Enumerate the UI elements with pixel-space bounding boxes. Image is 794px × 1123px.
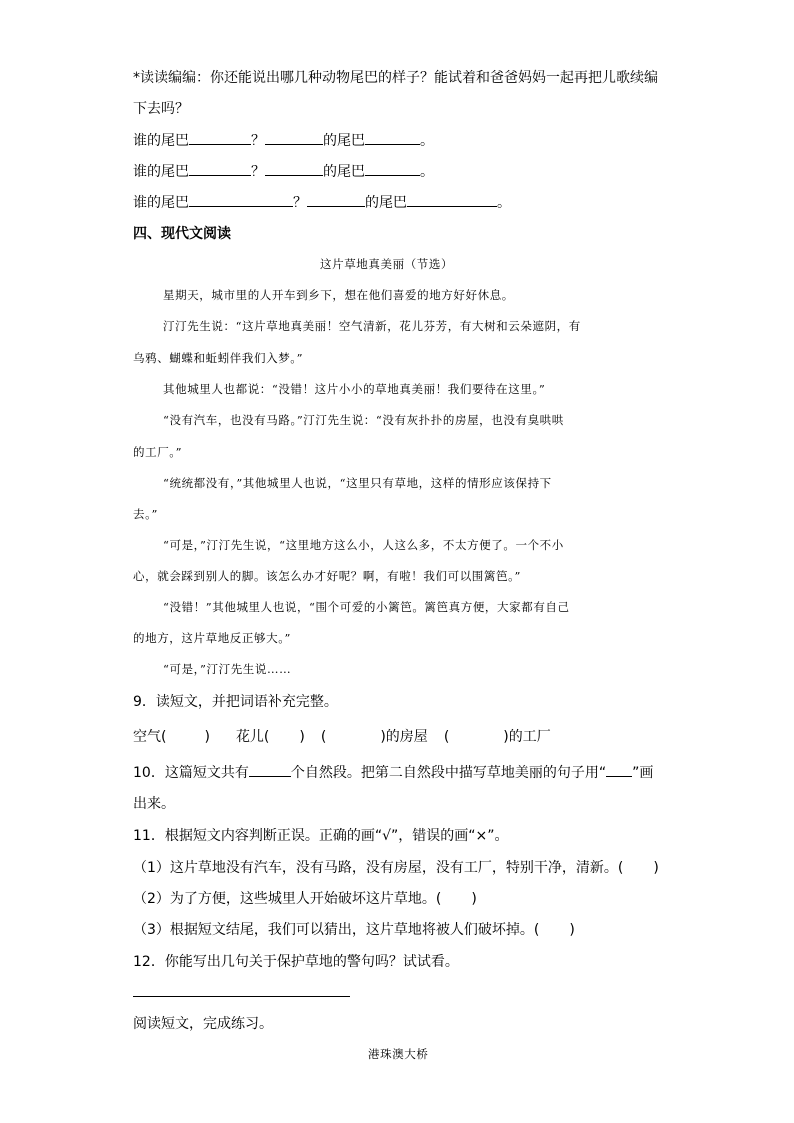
fill-row-label: 的尾巴 (323, 133, 365, 149)
answer-blank[interactable] (265, 161, 323, 176)
story-line: 乌鸦、蝴蝶和蚯蚓伴我们入梦。” (133, 351, 304, 365)
answer-blank[interactable] (407, 192, 497, 207)
story-line: 去。” (133, 507, 158, 521)
story-line: “没有汽车，也没有马路。”汀汀先生说：“没有灰扑扑的房屋，也没有臭哄哄 (163, 413, 564, 427)
question-10-line1 (133, 762, 653, 783)
fill-label: ) (299, 729, 305, 745)
story-line: “没错！”其他城里人也说，“围个可爱的小篱笆。篱笆真方便，大家都有自己 (163, 600, 570, 614)
question-11: 11．根据短文内容判断正误。正确的画“√”，错误的画“×”。 (133, 828, 509, 844)
separator-line (133, 996, 350, 997)
question-11-item-2 (133, 889, 477, 909)
question-text: （2）为了方便，这些城里人开始破坏这片草地。( (133, 891, 442, 907)
question-text: （1）这片草地没有汽车，没有马路，没有房屋，没有工厂，特别干净，清新。( (133, 860, 624, 876)
fill-label: 花儿( (235, 729, 270, 745)
question-12: 12．你能写出几句关于保护草地的警句吗？试试看。 (133, 954, 459, 970)
question-text: ) (569, 922, 575, 938)
period: 。 (420, 164, 434, 180)
story-line: “统统都没有，”其他城里人也说，“这里只有草地，这样的情形应该保持下 (163, 476, 552, 490)
question-9-fill (133, 727, 551, 747)
question-11-item-1 (133, 858, 659, 878)
story-line: “可是，”汀汀先生说…… (163, 662, 292, 676)
question-text: ) (471, 891, 477, 907)
story-line: 的地方，这片草地反正够大。” (133, 631, 292, 645)
fill-row-label: 谁的尾巴 (133, 133, 189, 149)
question-9: 9．读短文，并把词语补充完整。 (133, 694, 338, 710)
story-line: 星期天，城市里的人开车到乡下，想在他们喜爱的地方好好休息。 (163, 288, 514, 302)
fill-row-label: 谁的尾巴 (133, 164, 189, 180)
period: 。 (497, 195, 511, 211)
question-11-item-3 (133, 920, 575, 940)
question-mark: ？ (251, 164, 265, 180)
fill-label: ( (443, 729, 450, 745)
answer-blank[interactable] (265, 130, 323, 145)
fill-row-3 (133, 192, 511, 213)
question-text: （3）根据短文结尾，我们可以猜出，这片草地将被人们破坏掉。( (133, 922, 540, 938)
fill-row-2 (133, 161, 434, 182)
question-10-line2: 出来。 (133, 796, 175, 812)
fill-row-1 (133, 130, 434, 151)
section-heading: 四、现代文阅读 (133, 226, 231, 242)
story-line: “可是，”汀汀先生说，“这里地方这么小，人这么多，不太方便了。一个不小 (163, 538, 564, 552)
underline-sample (606, 762, 632, 777)
story-title: 这片草地真美丽（节选） (320, 257, 454, 271)
answer-blank[interactable] (307, 192, 365, 207)
period: 。 (420, 133, 434, 149)
fill-row-label: 的尾巴 (323, 164, 365, 180)
fill-label: )的房屋 (380, 729, 428, 745)
question-text: 10．这篇短文共有 (133, 765, 249, 781)
story-line: 汀汀先生说：“这片草地真美丽！空气清新，花儿芬芳，有大树和云朵遮阴，有 (163, 319, 581, 333)
answer-blank[interactable] (189, 192, 293, 207)
question-mark: ？ (251, 133, 265, 149)
question-text: ) (653, 860, 659, 876)
extension-instruction-line1: *读读编编：你还能说出哪几种动物尾巴的样子？能试着和爸爸妈妈一起再把儿歌续编 (133, 70, 658, 86)
fill-label: ) (204, 729, 210, 745)
fill-label: ( (320, 729, 327, 745)
answer-blank[interactable] (189, 130, 251, 145)
answer-blank[interactable] (249, 762, 291, 777)
question-mark: ？ (293, 195, 307, 211)
fill-label: 空气( (133, 729, 167, 745)
extension-instruction-line2: 下去吗？ (133, 101, 189, 117)
fill-label: )的工厂 (503, 729, 551, 745)
fill-row-label: 谁的尾巴 (133, 195, 189, 211)
story-line: 的工厂。” (133, 445, 183, 459)
answer-blank[interactable] (365, 130, 420, 145)
story-line: 其他城里人也都说：“没错！这片小小的草地真美丽！我们要待在这里。” (163, 382, 546, 396)
question-text: 个自然段。把第二自然段中描写草地美丽的句子用“ (290, 765, 607, 781)
fill-row-label: 的尾巴 (365, 195, 407, 211)
answer-blank[interactable] (365, 161, 420, 176)
question-text: ”画 (632, 765, 654, 781)
next-passage-prompt: 阅读短文，完成练习。 (133, 1016, 273, 1032)
answer-blank[interactable] (189, 161, 251, 176)
next-passage-title: 港珠澳大桥 (368, 1047, 429, 1061)
story-line: 心，就会踩到别人的脚。该怎么办才好呢？啊，有啦！我们可以围篱笆。” (133, 569, 521, 583)
